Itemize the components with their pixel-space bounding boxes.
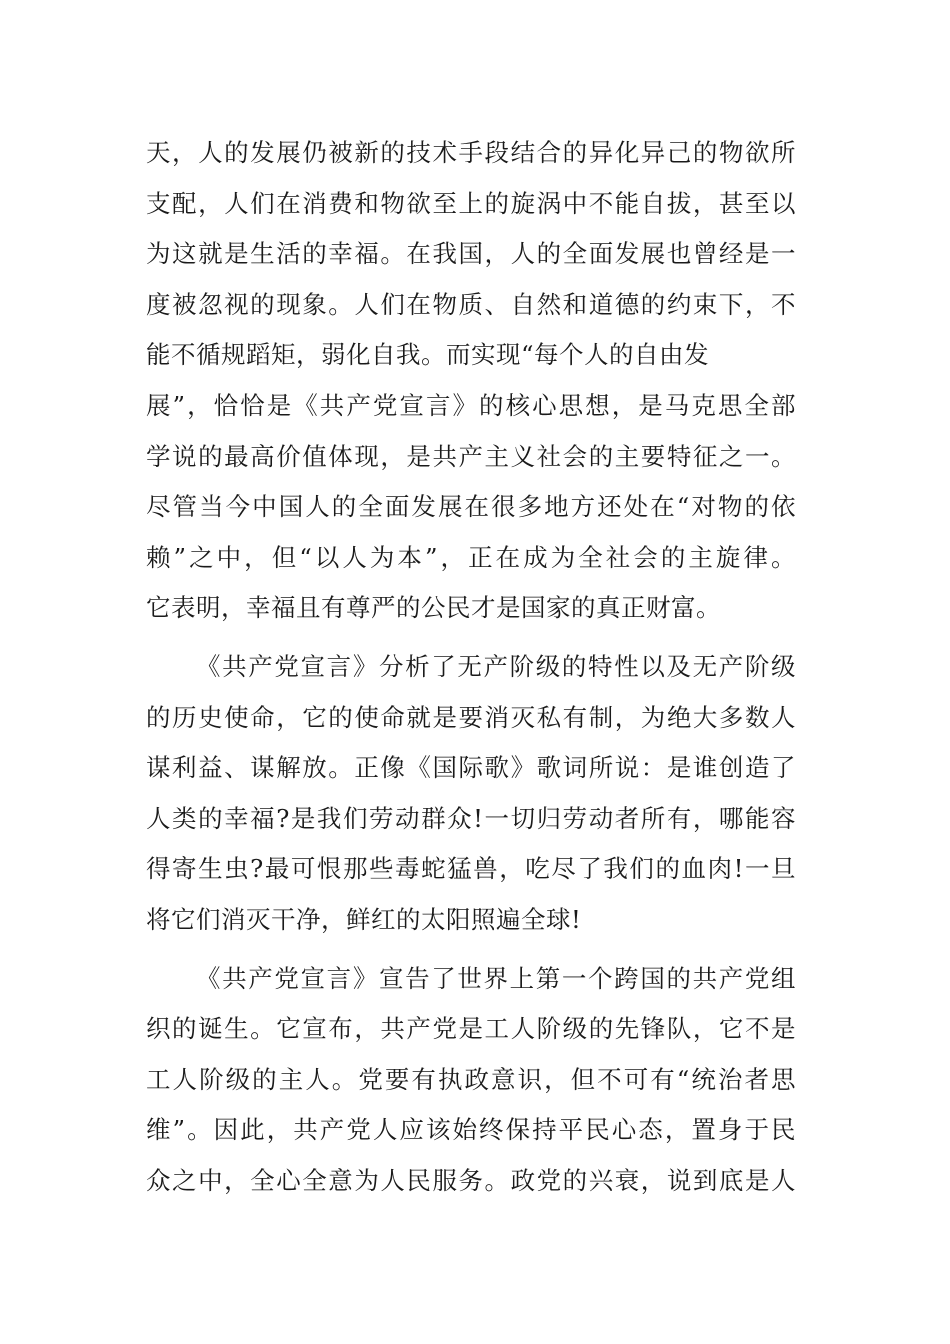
text-line: 为这就是生活的幸福。在我国，人的全面发展也曾经是一 (146, 239, 796, 269)
text-line: 众之中，全心全意为人民服务。政党的兴衰，说到底是人 (146, 1165, 796, 1195)
text-line: 能不循规蹈矩，弱化自我。而实现“每个人的自由发 (146, 340, 710, 370)
text-line: 人类的幸福?是我们劳动群众!一切归劳动者所有，哪能容 (146, 803, 796, 833)
text-line: 工人阶级的主人。党要有执政意识，但不可有“统治者思 (146, 1064, 796, 1094)
paragraph-3 (146, 954, 796, 1207)
text-line: 《共产党宣言》宣告了世界上第一个跨国的共产党组 (196, 963, 796, 993)
paragraph-spacer (146, 634, 796, 642)
text-line: 织的诞生。它宣布，共产党是工人阶级的先锋队，它不是 (146, 1014, 796, 1044)
text-line: 得寄生虫?最可恨那些毒蛇猛兽，吃尽了我们的血肉!一旦 (146, 854, 796, 884)
paragraph-1 (146, 128, 796, 634)
text-line: 赖”之中，但“以人为本”，正在成为全社会的主旋律。 (146, 542, 796, 572)
text-line: 维”。因此，共产党人应该始终保持平民心态，置身于民 (146, 1115, 796, 1145)
body-text (146, 128, 796, 1206)
text-line: 尽管当今中国人的全面发展在很多地方还处在“对物的依 (146, 492, 796, 522)
text-line: 将它们消灭干净，鲜红的太阳照遍全球! (146, 904, 582, 934)
text-line: 度被忽视的现象。人们在物质、自然和道德的约束下，不 (146, 289, 796, 319)
text-line: 它表明，幸福且有尊严的公民才是国家的真正财富。 (146, 593, 721, 623)
text-line: 谋利益、谋解放。正像《国际歌》歌词所说：是谁创造了 (146, 753, 796, 783)
text-line: 展”，恰恰是《共产党宣言》的核心思想，是马克思全部 (146, 390, 796, 420)
paragraph-2 (146, 642, 796, 946)
paragraph-spacer (146, 946, 796, 954)
text-line: 《共产党宣言》分析了无产阶级的特性以及无产阶级 (196, 651, 796, 681)
text-line: 的历史使命，它的使命就是要消灭私有制，为绝大多数人 (146, 702, 796, 732)
text-line: 支配，人们在消费和物欲至上的旋涡中不能自拔，甚至以 (146, 188, 796, 218)
text-line: 天，人的发展仍被新的技术手段结合的异化异己的物欲所 (146, 138, 796, 167)
text-line: 学说的最高价值体现，是共产主义社会的主要特征之一。 (146, 441, 796, 471)
